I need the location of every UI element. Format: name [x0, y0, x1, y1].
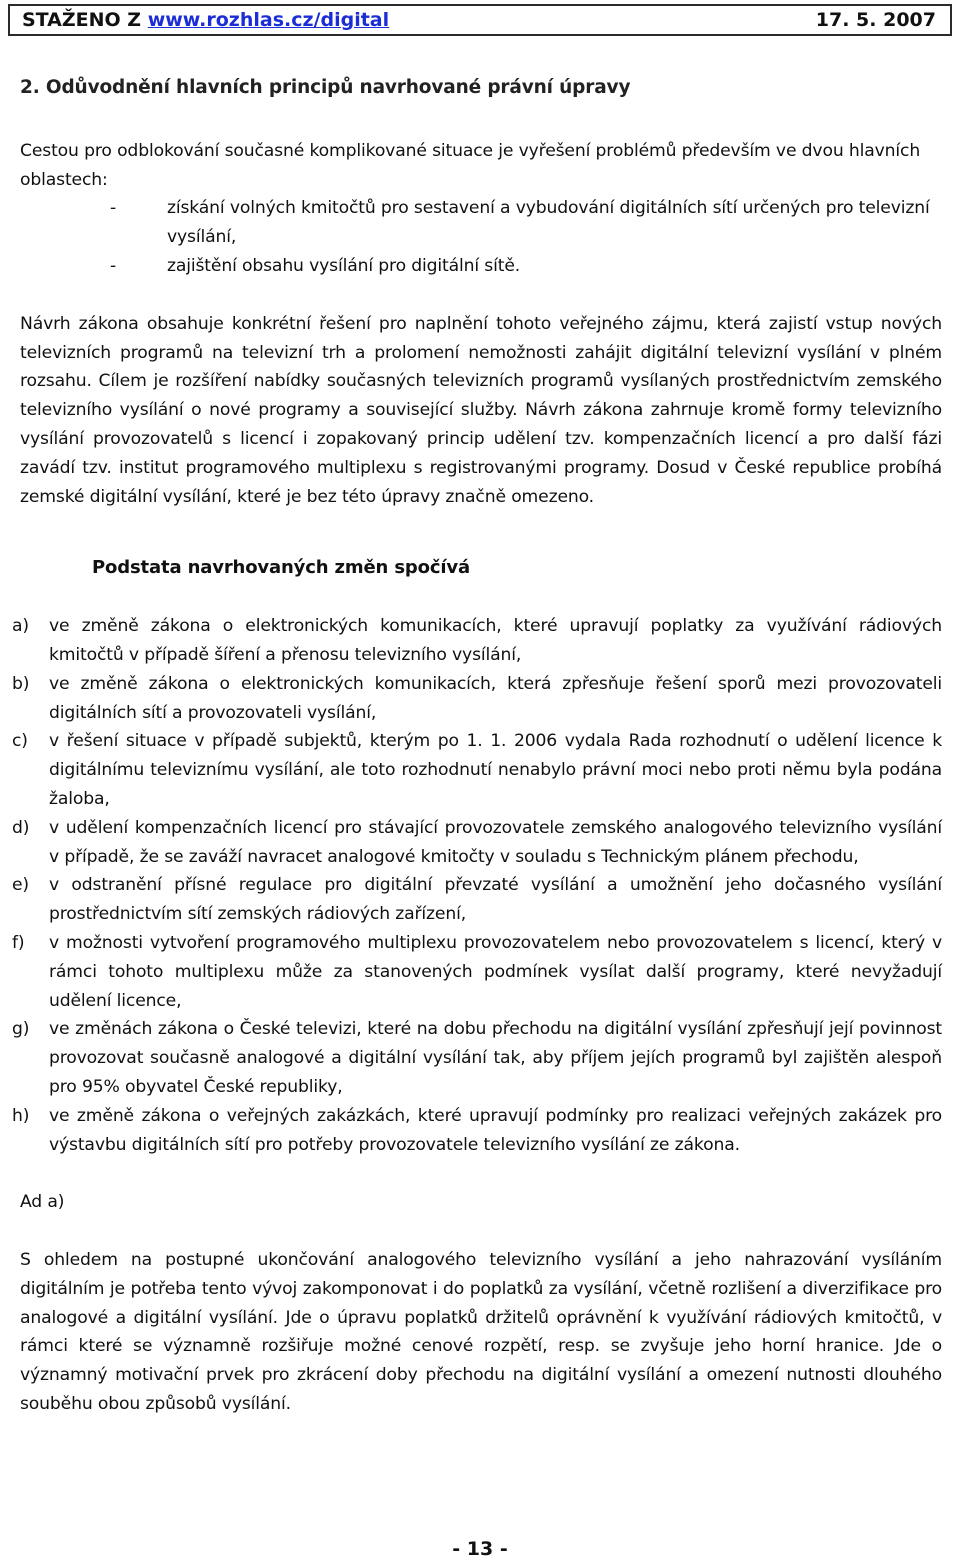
list-item-text: získání volných kmitočtů pro sestavení a vybudování digitálních sítí určených pro televizní vysílání, — [167, 198, 930, 248]
intro-list — [20, 194, 942, 280]
proposal-paragraph: Návrh zákona obsahuje konkrétní řešení pro naplnění tohoto veřejného zájmu, která zajistí vstup nových televizních programů na televizní trh a prolomení nemožnosti zahájit digitální televizní vysílání v plném rozsahu. Cílem je rozšíření nabídky současných televizních programů vysílaných prostřednictvím zemského televizního vysílání o nové programy a související služby. Návrh zákona zahrnuje kromě formy televizního vysílání provozovatelů s licencí i zopakovaný princip udělení tzv. kompenzačních licencí a pro další fázi zavádí tzv. institut programového multiplexu s registrovanými programy. Dosud v České republice probíhá zemské digitální vysílání, které je bez této úpravy značně omezeno. — [20, 313, 942, 507]
list-item — [12, 814, 942, 872]
list-item — [12, 612, 942, 670]
list-letter: e) — [12, 875, 29, 896]
list-item-text: ve změnách zákona o České televizi, které na dobu přechodu na digitální vysílání zpřesňují její povinnost provozovat současně analogové a digitální vysílání tak, aby příjem jejích programů byl zajištěn alespoň pro 95% obyvatel České republiky, — [49, 1019, 942, 1097]
banner-link[interactable]: www.rozhlas.cz/digital — [147, 9, 390, 31]
list-item — [12, 727, 942, 813]
list-item — [12, 871, 942, 929]
banner-source — [22, 9, 389, 31]
banner-date: 17. 5. 2007 — [815, 9, 936, 31]
list-item — [12, 1102, 942, 1160]
list-item — [12, 670, 942, 728]
list-item — [12, 1015, 942, 1101]
list-item-text: ve změně zákona o veřejných zakázkách, které upravují podmínky pro realizaci veřejných zakázek pro výstavbu digitálních sítí pro potřeby provozovatele televizního vysílání ze zákona. — [49, 1105, 942, 1155]
page-number: - 13 - — [452, 1538, 508, 1560]
list-item-text: v udělení kompenzačních licencí pro stávající provozovatele zemského analogového televizního vysílání v případě, že se zaváží navracet analogové kmitočty v souladu s Technickým plánem přechodu, — [49, 817, 942, 867]
intro-paragraph: Cestou pro odblokování současné komplikované situace je vyřešení problémů především ve dvou hlavních oblastech: — [20, 140, 921, 190]
ad-a-label: Ad a) — [20, 1192, 65, 1213]
changes-subheading: Podstata navrhovaných změn spočívá — [92, 557, 470, 579]
list-item-text: ve změně zákona o elektronických komunikacích, která zpřesňuje řešení sporů mezi provozovateli digitálních sítí a provozovateli vysílání, — [49, 673, 942, 723]
list-item — [12, 929, 942, 1015]
list-item-text: v možnosti vytvoření programového multiplexu provozovatelem nebo provozovatelem s licencí, který v rámci tohoto multiplexu může za stanovených podmínek vysílat další programy, které nevyžadují udělení licence, — [49, 932, 942, 1011]
dash-marker: - — [110, 198, 117, 219]
list-item — [110, 252, 942, 281]
banner-prefix: STAŽENO Z — [22, 9, 148, 31]
list-letter: c) — [12, 731, 28, 752]
list-item-text: zajištění obsahu vysílání pro digitální sítě. — [167, 255, 521, 276]
list-item — [110, 194, 942, 252]
download-banner — [8, 4, 952, 36]
changes-list — [12, 612, 942, 1159]
list-letter: h) — [12, 1105, 30, 1126]
list-item-text: v odstranění přísné regulace pro digitální převzaté vysílání a umožnění jeho dočasného vysílání prostřednictvím sítí zemských rádiových zařízení, — [49, 875, 942, 925]
list-letter: f) — [12, 932, 25, 953]
dash-marker: - — [110, 255, 117, 276]
list-letter: d) — [12, 817, 30, 838]
list-item-text: ve změně zákona o elektronických komunikacích, které upravují poplatky za využívání rádiových kmitočtů v případě šíření a přenosu televizního vysílání, — [49, 616, 942, 665]
list-letter: b) — [12, 673, 30, 694]
section-heading: 2. Odůvodnění hlavních principů navrhované právní úpravy — [20, 77, 631, 98]
list-letter: g) — [12, 1019, 30, 1040]
ad-a-paragraph: S ohledem na postupné ukončování analogového televizního vysílání a jeho nahrazování vysíláním digitálním je potřeba tento vývoj zakomponovat i do poplatků za vysílání, včetně rozlišení a diverzifikace pro analogové a digitální vysílání. Jde o úpravu poplatků držitelů oprávnění k využívání rádiových kmitočtů, v rámci které se významně rozšiřuje možné cenové rozpětí, resp. se zvyšuje jeho horní hranice. Jde o významný motivační prvek pro zkrácení doby přechodu na digitální vysílání a omezení nutnosti dlouhého souběhu obou způsobů vysílání. — [20, 1250, 942, 1415]
list-letter: a) — [12, 616, 29, 637]
document-content — [12, 68, 942, 1419]
list-item-text: v řešení situace v případě subjektů, kterým po 1. 1. 2006 vydala Rada rozhodnutí o udělení licence k digitálnímu televiznímu vysílání, ale toto rozhodnutí nenabylo právní moci nebo proti němu byla podána žaloba, — [49, 731, 942, 809]
